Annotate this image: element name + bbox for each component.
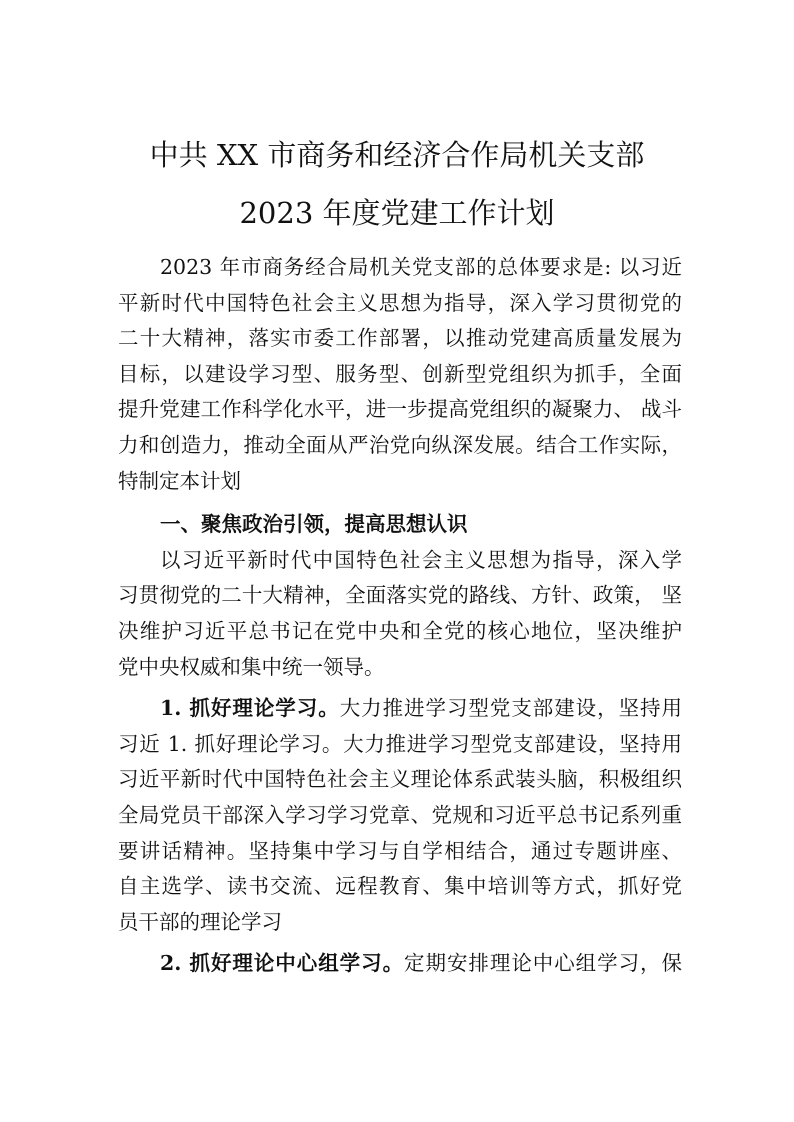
paragraph-line: 提升党建工作科学化水平，进一步提高党组织的凝聚力、 战斗 <box>118 397 682 422</box>
document-title-line-1: 中共 XX 市商务和经济合作局机关支部 <box>149 138 645 172</box>
paragraph-line: 2023 年市商务经合局机关党支部的总体要求是: 以习近 <box>160 255 682 279</box>
paragraph-line: 员干部的理论学习 <box>118 909 282 934</box>
paragraph-line: 二十大精神，落实市委工作部署，以推动党建高质量发展为 <box>118 326 682 351</box>
paragraph-line: 习近 1. 抓好理论学习。大力推进学习型党支部建设，坚持用 <box>118 731 682 756</box>
item-2-paragraph <box>118 946 682 982</box>
item-2-text: 定期安排理论中心组学习，保 <box>404 951 682 976</box>
section-paragraph <box>118 543 682 685</box>
paragraph-line: 力和创造力，推动全面从严治党向纵深发展。结合工作实际， <box>118 432 682 457</box>
item-1-paragraph <box>118 691 682 940</box>
paragraph-line: 习贯彻党的二十大精神，全面落实党的路线、方针、政策， 坚 <box>118 583 682 608</box>
paragraph-line: 党中央权威和集中统一领导。 <box>118 654 385 679</box>
paragraph-line: 要讲话精神。坚持集中学习与自学相结合，通过专题讲座、 <box>118 838 682 863</box>
paragraph-line: 习近平新时代中国特色社会主义理论体系武装头脑，积极组织 <box>118 767 682 792</box>
paragraph-line: 以习近平新时代中国特色社会主义思想为指导，深入学 <box>160 547 682 572</box>
paragraph-line <box>118 691 682 727</box>
intro-paragraph <box>118 250 682 499</box>
document-body <box>118 250 682 982</box>
paragraph-line: 全局党员干部深入学习学习党章、党规和习近平总书记系列重 <box>118 802 682 827</box>
item-1-text: 大力推进学习型党支部建设，坚持用 <box>339 696 683 721</box>
paragraph-line: 自主选学、读书交流、远程教育、集中培训等方式，抓好党 <box>118 874 682 899</box>
item-2-title: 2. 抓好理论中心组学习。 <box>160 951 405 976</box>
paragraph-line: 决维护习近平总书记在党中央和全党的核心地位，坚决维护 <box>118 618 682 643</box>
paragraph-line <box>118 946 682 982</box>
document-title-line-2: 2023 年度党建工作计划 <box>239 196 555 230</box>
paragraph-line: 特制定本计划 <box>118 468 241 493</box>
item-1-title: 1. 抓好理论学习。 <box>160 696 340 721</box>
paragraph-line: 平新时代中国特色社会主义思想为指导，深入学习贯彻党的 <box>118 290 682 315</box>
section-heading: 一、聚焦政治引领，提高思想认识 <box>160 512 468 537</box>
paragraph-line: 目标，以建设学习型、服务型、创新型党组织为抓手，全面 <box>118 361 682 386</box>
